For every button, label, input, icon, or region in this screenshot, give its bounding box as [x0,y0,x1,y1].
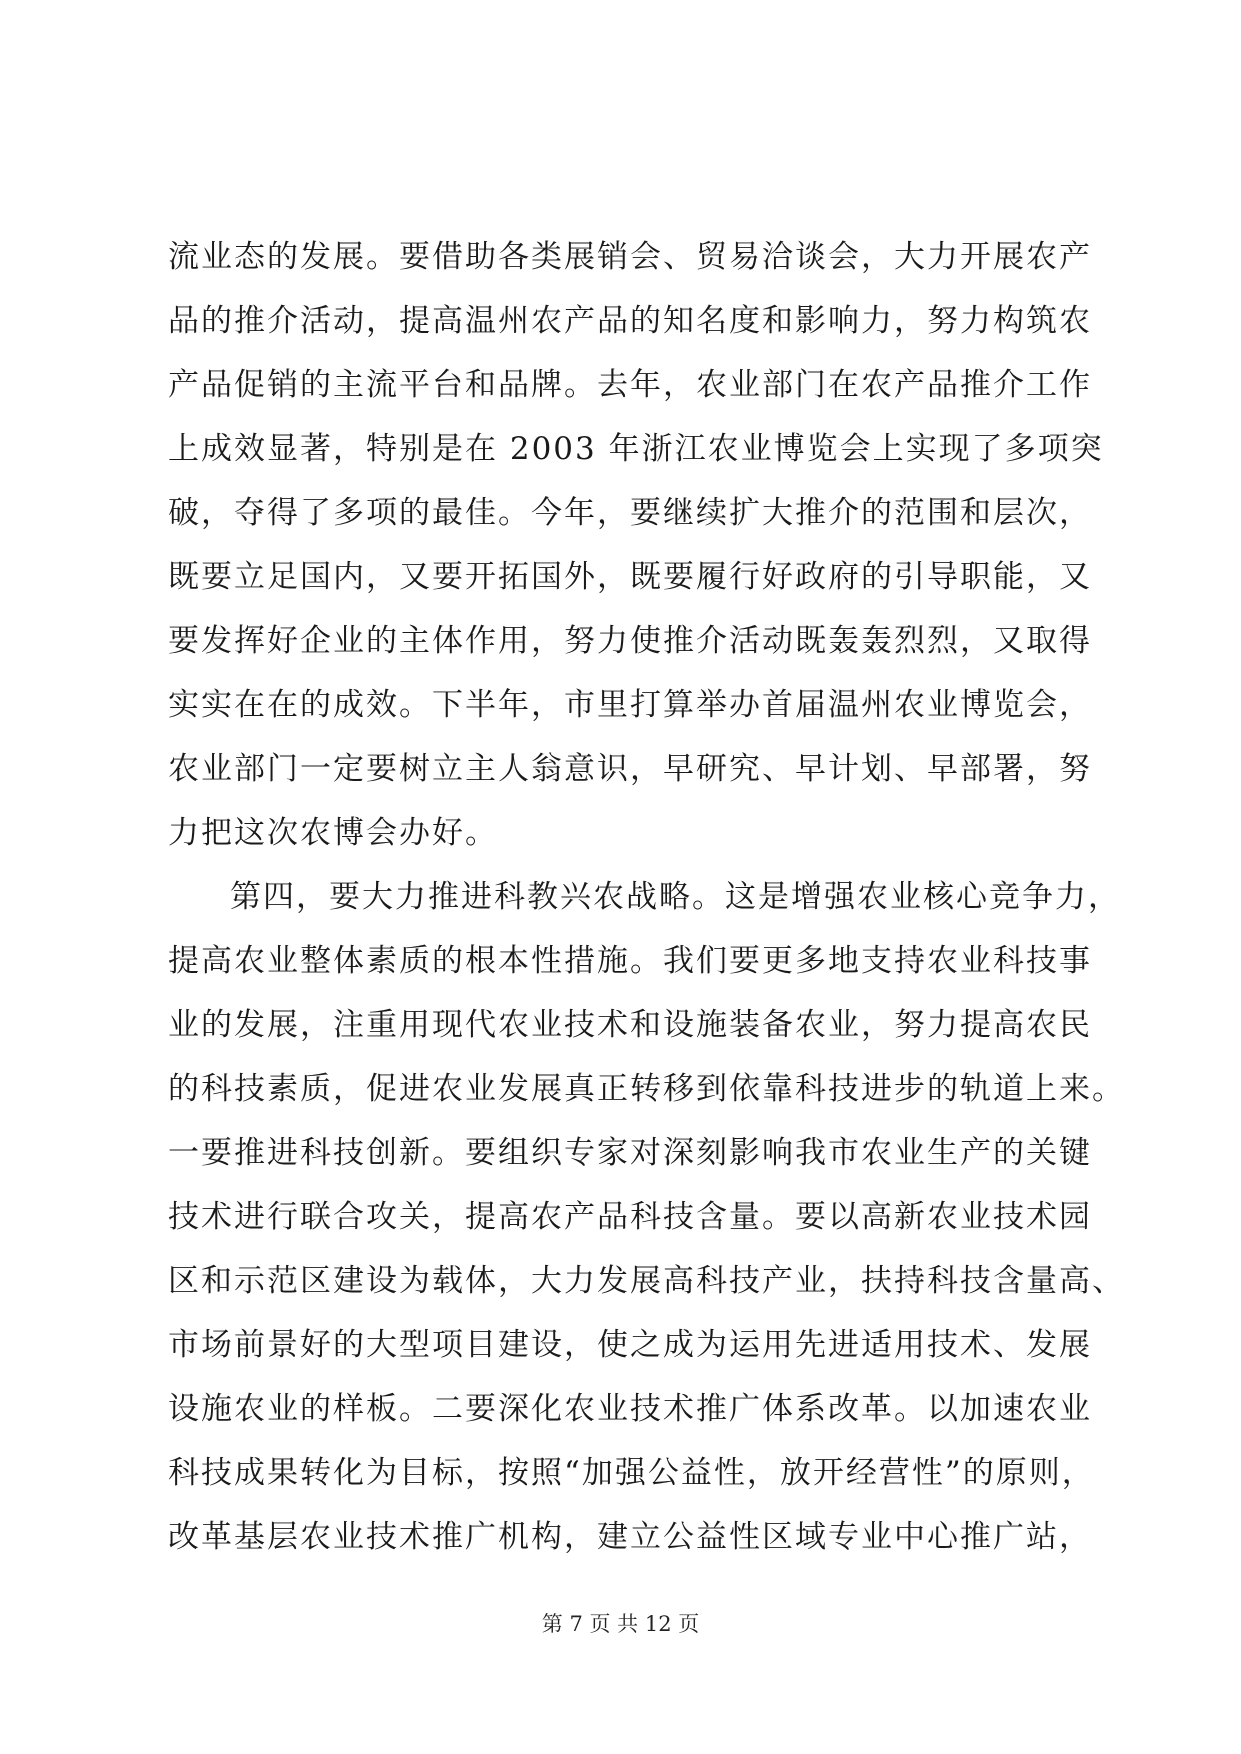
page-number-footer: 第 7 页 共 12 页 [541,1612,700,1636]
paragraph-start-line: 第四，要大力推进科教兴农战略。这是增强农业核心竞争力， [230,879,1121,915]
text-line: 设施农业的样板。二要深化农业技术推广体系改革。以加速农业 [168,1391,1092,1427]
body-text [168,225,1125,1569]
text-line: 改革基层农业技术推广机构，建立公益性区域专业中心推广站， [168,1519,1092,1555]
text-line: 品的推介活动，提高温州农产品的知名度和影响力，努力构筑农 [168,303,1092,339]
text-line: 力把这次农博会办好。 [168,815,498,851]
text-line: 既要立足国内，又要开拓国外，既要履行好政府的引导职能，又 [168,559,1092,595]
text-line: 一要推进科技创新。要组织专家对深刻影响我市农业生产的关键 [168,1135,1092,1171]
text-line: 农业部门一定要树立主人翁意识，早研究、早计划、早部署，努 [168,751,1092,787]
text-line: 的科技素质，促进农业发展真正转移到依靠科技进步的轨道上来。 [168,1071,1125,1107]
text-line: 上成效显著，特别是在 2003 年浙江农业博览会上实现了多项突 [168,431,1104,467]
text-line: 区和示范区建设为载体，大力发展高科技产业，扶持科技含量高、 [168,1263,1125,1299]
text-line: 技术进行联合攻关，提高农产品科技含量。要以高新农业技术园 [168,1199,1092,1235]
text-line: 科技成果转化为目标，按照“加强公益性，放开经营性”的原则， [168,1455,1095,1491]
text-line: 要发挥好企业的主体作用，努力使推介活动既轰轰烈烈，又取得 [168,623,1092,659]
text-line: 市场前景好的大型项目建设，使之成为运用先进适用技术、发展 [168,1327,1092,1363]
text-line: 提高农业整体素质的根本性措施。我们要更多地支持农业科技事 [168,943,1092,979]
text-line: 实实在在的成效。下半年，市里打算举办首届温州农业博览会， [168,687,1092,723]
text-line: 业的发展，注重用现代农业技术和设施装备农业，努力提高农民 [168,1007,1092,1043]
text-line: 破，夺得了多项的最佳。今年，要继续扩大推介的范围和层次， [168,495,1092,531]
text-line: 产品促销的主流平台和品牌。去年，农业部门在农产品推介工作 [168,367,1092,403]
text-line: 流业态的发展。要借助各类展销会、贸易洽谈会，大力开展农产 [168,239,1092,275]
